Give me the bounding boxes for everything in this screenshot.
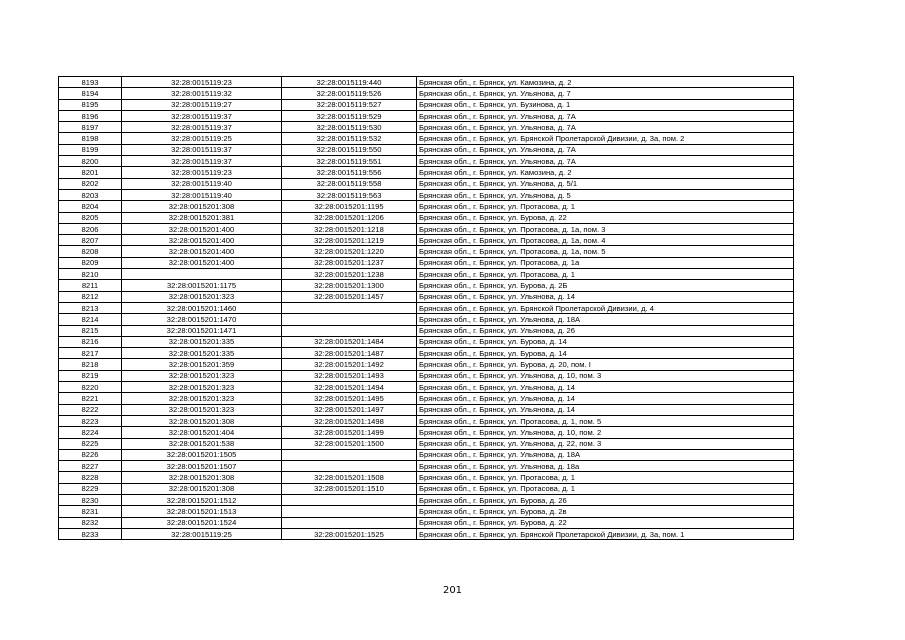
table-row <box>59 223 794 234</box>
source-cadastral-number-cell: 32:28:0015119:40 <box>122 189 282 200</box>
source-cadastral-number-cell: 32:28:0015119:25 <box>122 133 282 144</box>
new-cadastral-number-cell <box>282 314 417 325</box>
row-number-cell: 8209 <box>59 257 122 268</box>
table-row <box>59 133 794 144</box>
table-row <box>59 167 794 178</box>
source-cadastral-number-cell: 32:28:0015201:1470 <box>122 314 282 325</box>
source-cadastral-number-cell: 32:28:0015201:335 <box>122 336 282 347</box>
source-cadastral-number-cell: 32:28:0015201:381 <box>122 212 282 223</box>
source-cadastral-number-cell: 32:28:0015201:1524 <box>122 517 282 528</box>
row-number-cell: 8207 <box>59 235 122 246</box>
new-cadastral-number-cell: 32:28:0015201:1300 <box>282 280 417 291</box>
table-row <box>59 472 794 483</box>
table-row <box>59 77 794 88</box>
row-number-cell: 8200 <box>59 156 122 167</box>
address-cell: Брянская обл., г. Брянск, ул. Протасова, д. 1 <box>417 269 794 280</box>
table-row <box>59 404 794 415</box>
row-number-cell: 8231 <box>59 506 122 517</box>
table-row <box>59 269 794 280</box>
table-row <box>59 483 794 494</box>
address-cell: Брянская обл., г. Брянск, ул. Ульянова, д. 14 <box>417 393 794 404</box>
table-row <box>59 415 794 426</box>
row-number-cell: 8226 <box>59 449 122 460</box>
address-cell: Брянская обл., г. Брянск, ул. Бузинова, д. 1 <box>417 99 794 110</box>
row-number-cell: 8198 <box>59 133 122 144</box>
source-cadastral-number-cell: 32:28:0015201:1507 <box>122 461 282 472</box>
row-number-cell: 8222 <box>59 404 122 415</box>
table-row <box>59 336 794 347</box>
row-number-cell: 8206 <box>59 223 122 234</box>
source-cadastral-number-cell: 32:28:0015201:323 <box>122 291 282 302</box>
source-cadastral-number-cell: 32:28:0015201:404 <box>122 427 282 438</box>
new-cadastral-number-cell <box>282 325 417 336</box>
row-number-cell: 8232 <box>59 517 122 528</box>
table-row <box>59 99 794 110</box>
new-cadastral-number-cell: 32:28:0015201:1219 <box>282 235 417 246</box>
new-cadastral-number-cell: 32:28:0015201:1498 <box>282 415 417 426</box>
row-number-cell: 8195 <box>59 99 122 110</box>
address-cell: Брянская обл., г. Брянск, ул. Бурова, д. 2Б <box>417 280 794 291</box>
source-cadastral-number-cell: 32:28:0015119:37 <box>122 110 282 121</box>
new-cadastral-number-cell: 32:28:0015119:527 <box>282 99 417 110</box>
source-cadastral-number-cell: 32:28:0015201:1505 <box>122 449 282 460</box>
row-number-cell: 8208 <box>59 246 122 257</box>
address-cell: Брянская обл., г. Брянск, ул. Ульянова, д. 22, пом. 3 <box>417 438 794 449</box>
new-cadastral-number-cell: 32:28:0015201:1495 <box>282 393 417 404</box>
table-row <box>59 178 794 189</box>
source-cadastral-number-cell: 32:28:0015201:308 <box>122 472 282 483</box>
address-cell: Брянская обл., г. Брянск, ул. Ульянова, д. 18а <box>417 461 794 472</box>
address-cell: Брянская обл., г. Брянск, ул. Протасова, д. 1 <box>417 472 794 483</box>
address-cell: Брянская обл., г. Брянск, ул. Протасова, д. 1а, пом. 4 <box>417 235 794 246</box>
address-cell: Брянская обл., г. Брянск, ул. Бурова, д. 14 <box>417 336 794 347</box>
source-cadastral-number-cell: 32:28:0015201:323 <box>122 382 282 393</box>
row-number-cell: 8225 <box>59 438 122 449</box>
new-cadastral-number-cell: 32:28:0015201:1525 <box>282 528 417 539</box>
address-cell: Брянская обл., г. Брянск, ул. Бурова, д. 20, пом. I <box>417 359 794 370</box>
row-number-cell: 8210 <box>59 269 122 280</box>
new-cadastral-number-cell: 32:28:0015201:1206 <box>282 212 417 223</box>
new-cadastral-number-cell: 32:28:0015201:1457 <box>282 291 417 302</box>
new-cadastral-number-cell: 32:28:0015201:1510 <box>282 483 417 494</box>
new-cadastral-number-cell: 32:28:0015119:529 <box>282 110 417 121</box>
address-cell: Брянская обл., г. Брянск, ул. Ульянова, д. 7А <box>417 110 794 121</box>
row-number-cell: 8216 <box>59 336 122 347</box>
table-row <box>59 246 794 257</box>
new-cadastral-number-cell: 32:28:0015119:526 <box>282 88 417 99</box>
source-cadastral-number-cell: 32:28:0015119:40 <box>122 178 282 189</box>
new-cadastral-number-cell: 32:28:0015119:551 <box>282 156 417 167</box>
source-cadastral-number-cell: 32:28:0015201:538 <box>122 438 282 449</box>
row-number-cell: 8218 <box>59 359 122 370</box>
source-cadastral-number-cell: 32:28:0015201:1460 <box>122 302 282 313</box>
table-row <box>59 528 794 539</box>
address-cell: Брянская обл., г. Брянск, ул. Ульянова, д. 7 <box>417 88 794 99</box>
source-cadastral-number-cell: 32:28:0015201:323 <box>122 370 282 381</box>
address-cell: Брянская обл., г. Брянск, ул. Бурова, д. 14 <box>417 348 794 359</box>
new-cadastral-number-cell: 32:28:0015201:1487 <box>282 348 417 359</box>
address-cell: Брянская обл., г. Брянск, ул. Протасова, д. 1а <box>417 257 794 268</box>
source-cadastral-number-cell: 32:28:0015201:400 <box>122 246 282 257</box>
table-row <box>59 189 794 200</box>
table-row <box>59 325 794 336</box>
address-cell: Брянская обл., г. Брянск, ул. Ульянова, д. 10, пом. 2 <box>417 427 794 438</box>
source-cadastral-number-cell: 32:28:0015119:37 <box>122 144 282 155</box>
registry-table-body <box>59 77 794 540</box>
new-cadastral-number-cell <box>282 302 417 313</box>
address-cell: Брянская обл., г. Брянск, ул. Протасова, д. 1 <box>417 201 794 212</box>
address-cell: Брянская обл., г. Брянск, ул. Ульянова, д. 10, пом. 3 <box>417 370 794 381</box>
new-cadastral-number-cell: 32:28:0015201:1218 <box>282 223 417 234</box>
row-number-cell: 8217 <box>59 348 122 359</box>
source-cadastral-number-cell: 32:28:0015201:308 <box>122 201 282 212</box>
address-cell: Брянская обл., г. Брянск, ул. Камозина, д. 2 <box>417 167 794 178</box>
row-number-cell: 8213 <box>59 302 122 313</box>
table-row <box>59 144 794 155</box>
row-number-cell: 8221 <box>59 393 122 404</box>
new-cadastral-number-cell: 32:28:0015201:1494 <box>282 382 417 393</box>
row-number-cell: 8193 <box>59 77 122 88</box>
new-cadastral-number-cell: 32:28:0015201:1500 <box>282 438 417 449</box>
source-cadastral-number-cell: 32:28:0015119:27 <box>122 99 282 110</box>
new-cadastral-number-cell <box>282 517 417 528</box>
new-cadastral-number-cell: 32:28:0015119:440 <box>282 77 417 88</box>
table-row <box>59 314 794 325</box>
address-cell: Брянская обл., г. Брянск, ул. Ульянова, д. 18А <box>417 314 794 325</box>
row-number-cell: 8212 <box>59 291 122 302</box>
source-cadastral-number-cell: 32:28:0015201:400 <box>122 223 282 234</box>
row-number-cell: 8202 <box>59 178 122 189</box>
source-cadastral-number-cell: 32:28:0015201:308 <box>122 415 282 426</box>
address-cell: Брянская обл., г. Брянск, ул. Ульянова, д. 5 <box>417 189 794 200</box>
address-cell: Брянская обл., г. Брянск, ул. Бурова, д. 2в <box>417 506 794 517</box>
source-cadastral-number-cell: 32:28:0015201:335 <box>122 348 282 359</box>
address-cell: Брянская обл., г. Брянск, ул. Ульянова, д. 14 <box>417 291 794 302</box>
address-cell: Брянская обл., г. Брянск, ул. Брянской Пролетарской Дивизии, д. 3а, пом. 2 <box>417 133 794 144</box>
table-row <box>59 427 794 438</box>
new-cadastral-number-cell: 32:28:0015201:1499 <box>282 427 417 438</box>
row-number-cell: 8197 <box>59 122 122 133</box>
source-cadastral-number-cell: 32:28:0015119:23 <box>122 77 282 88</box>
source-cadastral-number-cell: 32:28:0015201:308 <box>122 483 282 494</box>
row-number-cell: 8229 <box>59 483 122 494</box>
row-number-cell: 8215 <box>59 325 122 336</box>
new-cadastral-number-cell: 32:28:0015201:1238 <box>282 269 417 280</box>
address-cell: Брянская обл., г. Брянск, ул. Ульянова, д. 7А <box>417 156 794 167</box>
table-row <box>59 370 794 381</box>
source-cadastral-number-cell: 32:28:0015201:1513 <box>122 506 282 517</box>
address-cell: Брянская обл., г. Брянск, ул. Камозина, д. 2 <box>417 77 794 88</box>
new-cadastral-number-cell: 32:28:0015201:1497 <box>282 404 417 415</box>
table-row <box>59 122 794 133</box>
address-cell: Брянская обл., г. Брянск, ул. Брянской Пролетарской Дивизии, д. 3а, пом. 1 <box>417 528 794 539</box>
new-cadastral-number-cell: 32:28:0015201:1237 <box>282 257 417 268</box>
table-row <box>59 156 794 167</box>
table-row <box>59 235 794 246</box>
table-row <box>59 506 794 517</box>
address-cell: Брянская обл., г. Брянск, ул. Протасова, д. 1, пом. 5 <box>417 415 794 426</box>
address-cell: Брянская обл., г. Брянск, ул. Ульянова, д. 14 <box>417 382 794 393</box>
row-number-cell: 8214 <box>59 314 122 325</box>
table-row <box>59 201 794 212</box>
new-cadastral-number-cell <box>282 506 417 517</box>
table-row <box>59 212 794 223</box>
new-cadastral-number-cell: 32:28:0015201:1508 <box>282 472 417 483</box>
table-row <box>59 291 794 302</box>
new-cadastral-number-cell: 32:28:0015119:532 <box>282 133 417 144</box>
source-cadastral-number-cell: 32:28:0015201:400 <box>122 257 282 268</box>
row-number-cell: 8196 <box>59 110 122 121</box>
new-cadastral-number-cell <box>282 449 417 460</box>
source-cadastral-number-cell: 32:28:0015119:32 <box>122 88 282 99</box>
table-row <box>59 449 794 460</box>
new-cadastral-number-cell: 32:28:0015119:556 <box>282 167 417 178</box>
row-number-cell: 8219 <box>59 370 122 381</box>
address-cell: Брянская обл., г. Брянск, ул. Протасова, д. 1а, пом. 5 <box>417 246 794 257</box>
address-cell: Брянская обл., г. Брянск, ул. Бурова, д. 26 <box>417 494 794 505</box>
new-cadastral-number-cell: 32:28:0015201:1195 <box>282 201 417 212</box>
new-cadastral-number-cell: 32:28:0015119:550 <box>282 144 417 155</box>
source-cadastral-number-cell: 32:28:0015119:23 <box>122 167 282 178</box>
row-number-cell: 8203 <box>59 189 122 200</box>
row-number-cell: 8211 <box>59 280 122 291</box>
new-cadastral-number-cell: 32:28:0015119:563 <box>282 189 417 200</box>
row-number-cell: 8194 <box>59 88 122 99</box>
source-cadastral-number-cell <box>122 269 282 280</box>
source-cadastral-number-cell: 32:28:0015201:323 <box>122 404 282 415</box>
row-number-cell: 8230 <box>59 494 122 505</box>
source-cadastral-number-cell: 32:28:0015201:1471 <box>122 325 282 336</box>
row-number-cell: 8223 <box>59 415 122 426</box>
row-number-cell: 8204 <box>59 201 122 212</box>
source-cadastral-number-cell: 32:28:0015201:1175 <box>122 280 282 291</box>
table-row <box>59 88 794 99</box>
new-cadastral-number-cell <box>282 461 417 472</box>
new-cadastral-number-cell: 32:28:0015119:530 <box>282 122 417 133</box>
table-row <box>59 461 794 472</box>
source-cadastral-number-cell: 32:28:0015201:400 <box>122 235 282 246</box>
address-cell: Брянская обл., г. Брянск, ул. Ульянова, д. 26 <box>417 325 794 336</box>
table-row <box>59 438 794 449</box>
source-cadastral-number-cell: 32:28:0015201:323 <box>122 393 282 404</box>
table-row <box>59 348 794 359</box>
new-cadastral-number-cell: 32:28:0015119:558 <box>282 178 417 189</box>
registry-table <box>58 76 794 540</box>
source-cadastral-number-cell: 32:28:0015119:25 <box>122 528 282 539</box>
source-cadastral-number-cell: 32:28:0015119:37 <box>122 122 282 133</box>
source-cadastral-number-cell: 32:28:0015201:1512 <box>122 494 282 505</box>
address-cell: Брянская обл., г. Брянск, ул. Ульянова, д. 18А <box>417 449 794 460</box>
address-cell: Брянская обл., г. Брянск, ул. Ульянова, д. 7А <box>417 122 794 133</box>
row-number-cell: 8205 <box>59 212 122 223</box>
new-cadastral-number-cell: 32:28:0015201:1492 <box>282 359 417 370</box>
row-number-cell: 8233 <box>59 528 122 539</box>
address-cell: Брянская обл., г. Брянск, ул. Протасова, д. 1а, пом. 3 <box>417 223 794 234</box>
row-number-cell: 8227 <box>59 461 122 472</box>
row-number-cell: 8224 <box>59 427 122 438</box>
row-number-cell: 8199 <box>59 144 122 155</box>
table-row <box>59 110 794 121</box>
source-cadastral-number-cell: 32:28:0015119:37 <box>122 156 282 167</box>
table-row <box>59 494 794 505</box>
table-row <box>59 257 794 268</box>
new-cadastral-number-cell: 32:28:0015201:1484 <box>282 336 417 347</box>
address-cell: Брянская обл., г. Брянск, ул. Брянской Пролетарской Дивизии, д. 4 <box>417 302 794 313</box>
new-cadastral-number-cell <box>282 494 417 505</box>
row-number-cell: 8201 <box>59 167 122 178</box>
address-cell: Брянская обл., г. Брянск, ул. Ульянова, д. 14 <box>417 404 794 415</box>
table-row <box>59 359 794 370</box>
table-row <box>59 280 794 291</box>
row-number-cell: 8228 <box>59 472 122 483</box>
table-row <box>59 302 794 313</box>
source-cadastral-number-cell: 32:28:0015201:359 <box>122 359 282 370</box>
address-cell: Брянская обл., г. Брянск, ул. Бурова, д. 22 <box>417 212 794 223</box>
address-cell: Брянская обл., г. Брянск, ул. Протасова, д. 1 <box>417 483 794 494</box>
address-cell: Брянская обл., г. Брянск, ул. Ульянова, д. 7А <box>417 144 794 155</box>
new-cadastral-number-cell: 32:28:0015201:1220 <box>282 246 417 257</box>
address-cell: Брянская обл., г. Брянск, ул. Ульянова, д. 5/1 <box>417 178 794 189</box>
table-row <box>59 393 794 404</box>
page-number: 201 <box>442 585 463 596</box>
row-number-cell: 8220 <box>59 382 122 393</box>
table-row <box>59 382 794 393</box>
address-cell: Брянская обл., г. Брянск, ул. Бурова, д. 22 <box>417 517 794 528</box>
table-row <box>59 517 794 528</box>
new-cadastral-number-cell: 32:28:0015201:1493 <box>282 370 417 381</box>
